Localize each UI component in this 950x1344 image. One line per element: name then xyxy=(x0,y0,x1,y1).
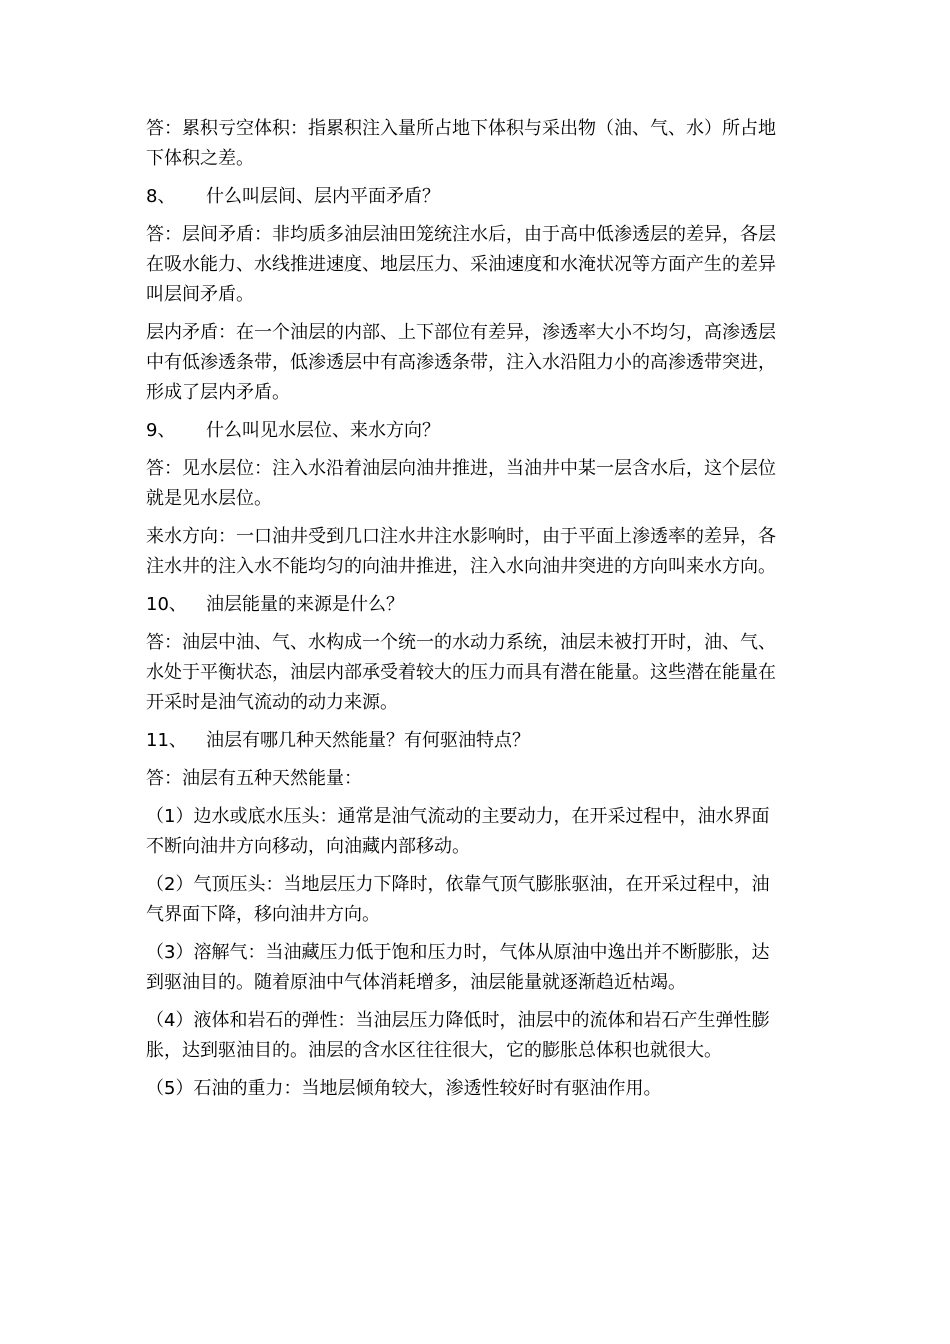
question-number: 9、 xyxy=(146,420,176,441)
paragraph-line: （1）边水或底水压头：通常是油气流动的主要动力，在开采过程中，油水界面 xyxy=(146,806,770,827)
question-number: 11、 xyxy=(146,730,187,751)
paragraph-line: 不断向油井方向移动，向油藏内部移动。 xyxy=(146,836,470,857)
question-heading xyxy=(146,726,808,756)
paragraph-line: 答：累积亏空体积：指累积注入量所占地下体积与采出物（油、气、水）所占地 xyxy=(146,118,776,139)
paragraph-line: 到驱油目的。随着原油中气体消耗增多，油层能量就逐渐趋近枯竭。 xyxy=(146,972,686,993)
paragraph-line: （3）溶解气：当油藏压力低于饱和压力时，气体从原油中逸出并不断膨胀，达 xyxy=(146,942,770,963)
question-text: 油层能量的来源是什么？ xyxy=(206,594,404,615)
paragraph-line: 来水方向：一口油井受到几口注水井注水影响时，由于平面上渗透率的差异，各 xyxy=(146,526,776,547)
paragraph-line: 注水井的注入水不能均匀的向油井推进，注入水向油井突进的方向叫来水方向。 xyxy=(146,556,776,577)
paragraph-line: 答：油层有五种天然能量： xyxy=(146,768,362,789)
paragraph-line: 胀，达到驱油目的。油层的含水区往往很大，它的膨胀总体积也就很大。 xyxy=(146,1040,722,1061)
question-number: 8、 xyxy=(146,186,176,207)
question-number: 10、 xyxy=(146,594,187,615)
question-heading xyxy=(146,416,808,446)
question-heading xyxy=(146,182,808,212)
paragraph-line: （4）液体和岩石的弹性：当油层压力降低时，油层中的流体和岩石产生弹性膨 xyxy=(146,1010,770,1031)
question-text: 什么叫见水层位、来水方向？ xyxy=(206,420,440,441)
paragraph-line: 答：油层中油、气、水构成一个统一的水动力系统，油层未被打开时，油、气、 xyxy=(146,632,776,653)
question-text: 油层有哪几种天然能量？有何驱油特点？ xyxy=(206,730,530,751)
question-text: 什么叫层间、层内平面矛盾？ xyxy=(206,186,440,207)
paragraph-line: 答：层间矛盾：非均质多油层油田笼统注水后，由于高中低渗透层的差异，各层 xyxy=(146,224,776,245)
document-body xyxy=(146,114,808,1104)
paragraph-line: 开采时是油气流动的动力来源。 xyxy=(146,692,398,713)
paragraph-line: 中有低渗透条带，低渗透层中有高渗透条带，注入水沿阻力小的高渗透带突进， xyxy=(146,352,776,373)
paragraph-line: （2）气顶压头：当地层压力下降时，依靠气顶气膨胀驱油，在开采过程中，油 xyxy=(146,874,770,895)
paragraph-line: 下体积之差。 xyxy=(146,148,254,169)
paragraph-line: 就是见水层位。 xyxy=(146,488,272,509)
paragraph-line: 形成了层内矛盾。 xyxy=(146,382,290,403)
question-heading xyxy=(146,590,808,620)
paragraph-line: 答：见水层位：注入水沿着油层向油井推进，当油井中某一层含水后，这个层位 xyxy=(146,458,776,479)
paragraph-line: （5）石油的重力：当地层倾角较大，渗透性较好时有驱油作用。 xyxy=(146,1078,662,1099)
paragraph-line: 层内矛盾：在一个油层的内部、上下部位有差异，渗透率大小不均匀，高渗透层 xyxy=(146,322,776,343)
paragraph-line: 气界面下降，移向油井方向。 xyxy=(146,904,380,925)
paragraph-line: 叫层间矛盾。 xyxy=(146,284,254,305)
paragraph-line: 在吸水能力、水线推进速度、地层压力、采油速度和水淹状况等方面产生的差异 xyxy=(146,254,776,275)
paragraph-line: 水处于平衡状态，油层内部承受着较大的压力而具有潜在能量。这些潜在能量在 xyxy=(146,662,776,683)
